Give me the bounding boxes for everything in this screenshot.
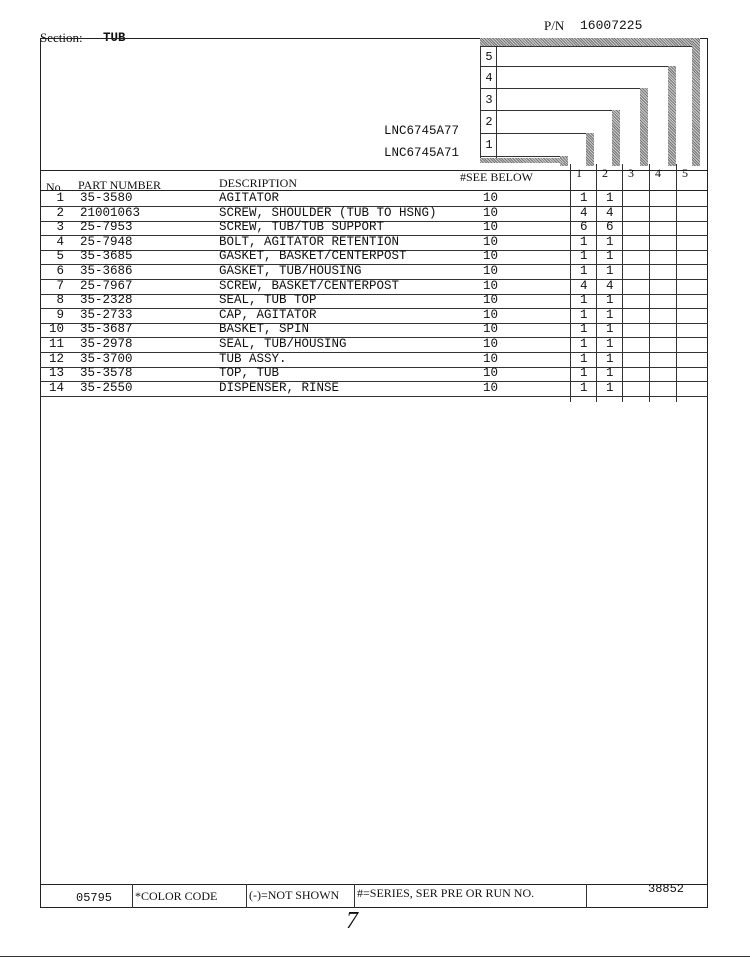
row-qty-series-2: 1 xyxy=(606,293,614,308)
row-part-number: 35-2733 xyxy=(80,307,133,322)
row-number: 1 xyxy=(56,191,64,205)
row-number: 3 xyxy=(56,220,64,235)
row-description: AGITATOR xyxy=(219,191,280,205)
row-qty-series-1: 1 xyxy=(580,351,588,366)
row-description: SEAL, TUB/HOUSING xyxy=(219,337,347,351)
row-number: 8 xyxy=(56,293,64,308)
row-number: 12 xyxy=(48,351,64,366)
row-series: 10 xyxy=(483,366,499,381)
row-qty-series-2: 1 xyxy=(606,264,614,278)
pn-value: 16007225 xyxy=(580,18,643,33)
row-description: SEAL, TUB TOP xyxy=(219,293,317,308)
row-qty-series-2: 1 xyxy=(606,249,614,264)
row-number: 14 xyxy=(48,380,64,395)
row-series: 10 xyxy=(483,264,499,278)
row-description: DISPENSER, RINSE xyxy=(219,380,340,395)
row-qty-series-2: 1 xyxy=(606,191,614,205)
series-box-2: 2 xyxy=(485,115,493,129)
row-qty-series-2: 1 xyxy=(606,337,614,351)
row-number: 4 xyxy=(56,234,64,249)
row-series: 10 xyxy=(483,249,499,264)
col-no: No. xyxy=(46,180,64,194)
row-description: SCREW, SHOULDER (TUB TO HSNG) xyxy=(219,205,437,220)
row-qty-series-1: 1 xyxy=(580,264,588,278)
row-number: 9 xyxy=(56,307,64,322)
row-part-number: 35-3580 xyxy=(80,191,133,205)
row-qty-series-2: 1 xyxy=(606,351,614,366)
row-part-number: 35-2978 xyxy=(80,337,133,351)
row-qty-series-1: 4 xyxy=(580,205,588,220)
row-series: 10 xyxy=(483,337,499,351)
series-box-4: 4 xyxy=(485,71,493,85)
section-label: Section: xyxy=(40,30,83,45)
row-part-number: 35-3686 xyxy=(80,264,133,278)
model-number-a77: LNC6745A77 xyxy=(384,124,460,138)
row-description: GASKET, BASKET/CENTERPOST xyxy=(219,249,407,264)
row-qty-series-2: 1 xyxy=(606,322,614,337)
row-number: 7 xyxy=(56,278,64,293)
row-series: 10 xyxy=(483,205,499,220)
col-description: DESCRIPTION xyxy=(219,176,298,190)
series-col-1: 1 xyxy=(576,166,582,180)
row-description: GASKET, TUB/HOUSING xyxy=(219,264,362,278)
row-series: 10 xyxy=(483,234,499,249)
row-qty-series-2: 4 xyxy=(606,278,614,293)
row-qty-series-1: 1 xyxy=(580,307,588,322)
row-series: 10 xyxy=(483,307,499,322)
series-col-3: 3 xyxy=(628,166,634,180)
row-qty-series-1: 1 xyxy=(580,337,588,351)
series-box-5: 5 xyxy=(485,50,493,64)
row-qty-series-1: 1 xyxy=(580,366,588,381)
row-description: SCREW, BASKET/CENTERPOST xyxy=(219,278,400,293)
row-qty-series-2: 1 xyxy=(606,307,614,322)
row-number: 5 xyxy=(56,249,64,264)
footer-doc-no: 38852 xyxy=(648,882,685,896)
row-part-number: 25-7953 xyxy=(80,220,133,235)
row-description: BOLT, AGITATOR RETENTION xyxy=(219,234,400,249)
row-description: SCREW, TUB/TUB SUPPORT xyxy=(219,220,385,235)
row-description: TOP, TUB xyxy=(219,366,280,381)
series-col-5: 5 xyxy=(682,166,688,180)
row-qty-series-2: 6 xyxy=(606,220,614,235)
row-description: BASKET, SPIN xyxy=(219,322,310,337)
row-part-number: 35-2328 xyxy=(80,293,133,308)
row-series: 10 xyxy=(483,322,499,337)
row-qty-series-1: 1 xyxy=(580,191,588,205)
row-qty-series-1: 1 xyxy=(580,249,588,264)
row-qty-series-2: 1 xyxy=(606,366,614,381)
row-qty-series-1: 1 xyxy=(580,234,588,249)
row-number: 2 xyxy=(56,205,64,220)
row-series: 10 xyxy=(483,220,499,235)
series-box-1: 1 xyxy=(485,138,493,152)
row-series: 10 xyxy=(483,351,499,366)
row-part-number: 35-3700 xyxy=(80,351,133,366)
row-number: 11 xyxy=(48,337,64,351)
col-part-number: PART NUMBER xyxy=(78,178,161,192)
footer-code: 05795 xyxy=(76,891,113,905)
row-part-number: 35-3687 xyxy=(80,322,133,337)
series-col-4: 4 xyxy=(655,166,661,180)
row-description: CAP, AGITATOR xyxy=(219,307,317,322)
row-part-number: 35-2550 xyxy=(80,380,133,395)
row-number: 13 xyxy=(48,366,64,381)
row-series: 10 xyxy=(483,293,499,308)
section-value: TUB xyxy=(103,31,126,45)
series-box-3: 3 xyxy=(485,93,493,107)
footer-color-code: *COLOR CODE xyxy=(135,889,218,903)
row-qty-series-2: 1 xyxy=(606,234,614,249)
row-qty-series-1: 1 xyxy=(580,380,588,395)
row-description: TUB ASSY. xyxy=(219,351,287,366)
row-series: 10 xyxy=(483,278,499,293)
row-number: 6 xyxy=(56,264,64,278)
model-number-a71: LNC6745A71 xyxy=(384,146,460,160)
footer-not-shown: (-)=NOT SHOWN xyxy=(249,888,340,902)
row-qty-series-1: 4 xyxy=(580,278,588,293)
row-qty-series-2: 4 xyxy=(606,205,614,220)
row-qty-series-1: 1 xyxy=(580,322,588,337)
row-part-number: 35-3685 xyxy=(80,249,133,264)
row-series: 10 xyxy=(483,380,499,395)
row-number: 10 xyxy=(48,322,64,337)
row-rule xyxy=(40,396,708,397)
row-qty-series-1: 1 xyxy=(580,293,588,308)
row-part-number: 35-3578 xyxy=(80,366,133,381)
footer-series-note: #=SERIES, SER PRE OR RUN NO. xyxy=(357,886,535,900)
row-qty-series-2: 1 xyxy=(606,380,614,395)
series-col-2: 2 xyxy=(602,166,608,180)
row-part-number: 25-7948 xyxy=(80,234,133,249)
row-part-number: 21001063 xyxy=(80,205,141,220)
page-number: 7 xyxy=(346,908,358,934)
col-see-below: #SEE BELOW xyxy=(460,170,533,184)
pn-label: P/N xyxy=(544,18,565,33)
row-qty-series-1: 6 xyxy=(580,220,588,235)
row-part-number: 25-7967 xyxy=(80,278,133,293)
row-series: 10 xyxy=(483,191,499,205)
